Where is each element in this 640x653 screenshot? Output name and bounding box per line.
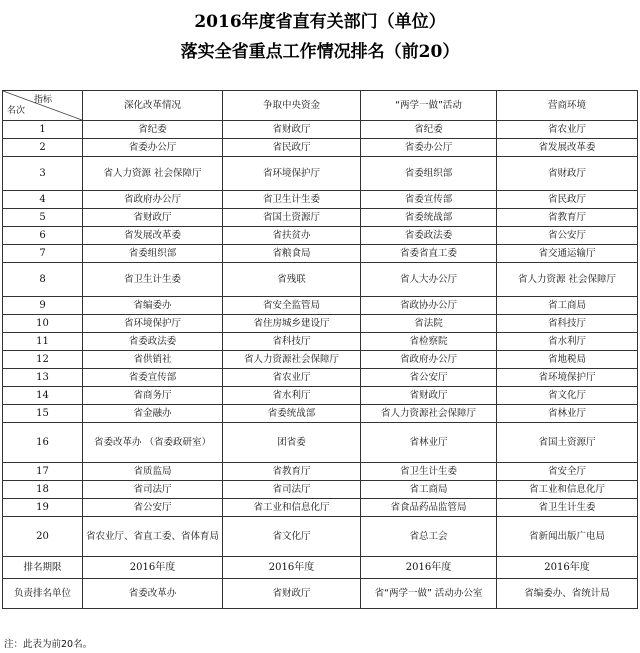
unit-cell: 省交通运输厅 (497, 245, 638, 263)
unit-cell: 省委省直工委 (361, 245, 497, 263)
unit-cell: 省质监局 (83, 463, 223, 481)
unit-cell: 省公安厅 (83, 499, 223, 517)
unit-cell: 省委组织部 (83, 245, 223, 263)
unit-cell: 省政府办公厅 (361, 351, 497, 369)
unit-cell: 省发展改革委 (497, 139, 638, 157)
responsible-cell: 省财政厅 (223, 579, 361, 609)
table-row (3, 499, 638, 517)
period-label: 排名期限 (3, 557, 83, 579)
unit-cell: 省财政厅 (497, 157, 638, 191)
rank-cell: 13 (3, 369, 83, 387)
unit-cell: 省住房城乡建设厅 (223, 315, 361, 333)
unit-cell: 省民政厅 (223, 139, 361, 157)
unit-cell: 省人力资源社会保障厅 (361, 405, 497, 423)
column-header: “两学一做”活动 (361, 91, 497, 121)
unit-cell: 省法院 (361, 315, 497, 333)
period-cell: 2016年度 (83, 557, 223, 579)
corner-rank-label: 名次 (7, 106, 26, 116)
table-row (3, 191, 638, 209)
table-row (3, 157, 638, 191)
title-line-2: 落实全省重点工作情况排名（前20） (180, 42, 460, 62)
footnote: 注：此表为前20名。 (4, 639, 93, 650)
unit-cell: 省委改革办 （省委政研室） (83, 423, 223, 463)
table-row (3, 387, 638, 405)
unit-cell: 省政协办公厅 (361, 297, 497, 315)
unit-cell: 省安全监管局 (223, 297, 361, 315)
period-cell: 2016年度 (223, 557, 361, 579)
table-row (3, 463, 638, 481)
table-row (3, 405, 638, 423)
unit-cell: 省财政厅 (361, 387, 497, 405)
unit-cell: 省卫生计生委 (223, 191, 361, 209)
unit-cell: 省国土资源厅 (497, 423, 638, 463)
rank-cell: 5 (3, 209, 83, 227)
unit-cell: 省纪委 (361, 121, 497, 139)
rank-cell: 8 (3, 263, 83, 297)
unit-cell: 省人力资源 社会保障厅 (83, 157, 223, 191)
table-body (3, 121, 638, 557)
column-header: 深化改革情况 (83, 91, 223, 121)
rank-cell: 16 (3, 423, 83, 463)
unit-cell: 省编委办 (83, 297, 223, 315)
period-row (3, 557, 638, 579)
responsible-label: 负责排名单位 (3, 579, 83, 609)
unit-cell: 省总工会 (361, 517, 497, 557)
unit-cell: 省公安厅 (497, 227, 638, 245)
unit-cell: 省农业厅、省直工委、省体育局 (83, 517, 223, 557)
rank-cell: 18 (3, 481, 83, 499)
table-row (3, 139, 638, 157)
unit-cell: 省商务厅 (83, 387, 223, 405)
unit-cell: 省文化厅 (223, 517, 361, 557)
unit-cell: 省扶贫办 (223, 227, 361, 245)
unit-cell: 省林业厅 (361, 423, 497, 463)
rank-cell: 19 (3, 499, 83, 517)
unit-cell: 省教育厅 (223, 463, 361, 481)
unit-cell: 省食品药品监管局 (361, 499, 497, 517)
unit-cell: 省人力资源 社会保障厅 (497, 263, 638, 297)
period-cell: 2016年度 (497, 557, 638, 579)
unit-cell: 省委宣传部 (361, 191, 497, 209)
header-row (3, 91, 638, 121)
unit-cell: 省工业和信息化厅 (223, 499, 361, 517)
table-row (3, 121, 638, 139)
unit-cell: 省司法厅 (83, 481, 223, 499)
unit-cell: 省发展改革委 (83, 227, 223, 245)
unit-cell: 省委宣传部 (83, 369, 223, 387)
table-row (3, 297, 638, 315)
unit-cell: 省民政厅 (497, 191, 638, 209)
rank-cell: 10 (3, 315, 83, 333)
column-header: 营商环境 (497, 91, 638, 121)
unit-cell: 省国土资源厅 (223, 209, 361, 227)
responsible-cell: 省“两学一做” 活动办公室 (361, 579, 497, 609)
table-row (3, 245, 638, 263)
unit-cell: 省供销社 (83, 351, 223, 369)
table-row (3, 227, 638, 245)
unit-cell: 省工业和信息化厅 (497, 481, 638, 499)
table-row (3, 369, 638, 387)
rank-cell: 17 (3, 463, 83, 481)
column-header: 争取中央资金 (223, 91, 361, 121)
unit-cell: 省卫生计生委 (497, 499, 638, 517)
unit-cell: 省文化厅 (497, 387, 638, 405)
rank-cell: 20 (3, 517, 83, 557)
unit-cell: 省工商局 (361, 481, 497, 499)
responsible-row (3, 579, 638, 609)
rank-cell: 12 (3, 351, 83, 369)
rank-cell: 11 (3, 333, 83, 351)
unit-cell: 省农业厅 (223, 369, 361, 387)
unit-cell: 省粮食局 (223, 245, 361, 263)
unit-cell: 省安全厅 (497, 463, 638, 481)
rank-cell: 15 (3, 405, 83, 423)
unit-cell: 省工商局 (497, 297, 638, 315)
unit-cell: 团省委 (223, 423, 361, 463)
unit-cell: 省检察院 (361, 333, 497, 351)
unit-cell: 省水利厅 (497, 333, 638, 351)
unit-cell: 省教育厅 (497, 209, 638, 227)
unit-cell: 省科技厅 (497, 315, 638, 333)
responsible-cell: 省委改革办 (83, 579, 223, 609)
unit-cell: 省科技厅 (223, 333, 361, 351)
rank-cell: 4 (3, 191, 83, 209)
unit-cell: 省林业厅 (497, 405, 638, 423)
rank-cell: 3 (3, 157, 83, 191)
title-line-1: 2016年度省直有关部门（单位） (194, 12, 446, 32)
unit-cell: 省环境保护厅 (223, 157, 361, 191)
corner-indicator-label: 指标 (33, 95, 52, 105)
rank-cell: 14 (3, 387, 83, 405)
table-row (3, 481, 638, 499)
table-row (3, 263, 638, 297)
table-row (3, 423, 638, 463)
unit-cell: 省水利厅 (223, 387, 361, 405)
unit-cell: 省环境保护厅 (497, 369, 638, 387)
table-row (3, 333, 638, 351)
unit-cell: 省委政法委 (83, 333, 223, 351)
unit-cell: 省委组织部 (361, 157, 497, 191)
unit-cell: 省残联 (223, 263, 361, 297)
unit-cell: 省委办公厅 (361, 139, 497, 157)
table-row (3, 315, 638, 333)
rank-cell: 2 (3, 139, 83, 157)
ranking-table (2, 90, 638, 609)
unit-cell: 省新闻出版广电局 (497, 517, 638, 557)
responsible-cell: 省编委办、省统计局 (497, 579, 638, 609)
unit-cell: 省司法厅 (223, 481, 361, 499)
unit-cell: 省委统战部 (223, 405, 361, 423)
table-row (3, 209, 638, 227)
unit-cell: 省政府办公厅 (83, 191, 223, 209)
unit-cell: 省委统战部 (361, 209, 497, 227)
unit-cell: 省公安厅 (361, 369, 497, 387)
rank-cell: 1 (3, 121, 83, 139)
unit-cell: 省环境保护厅 (83, 315, 223, 333)
corner-cell (3, 91, 83, 121)
unit-cell: 省农业厅 (497, 121, 638, 139)
unit-cell: 省卫生计生委 (361, 463, 497, 481)
table-row (3, 351, 638, 369)
unit-cell: 省财政厅 (83, 209, 223, 227)
rank-cell: 7 (3, 245, 83, 263)
period-cell: 2016年度 (361, 557, 497, 579)
unit-cell: 省金融办 (83, 405, 223, 423)
unit-cell: 省财政厅 (223, 121, 361, 139)
rank-cell: 9 (3, 297, 83, 315)
unit-cell: 省委办公厅 (83, 139, 223, 157)
unit-cell: 省委政法委 (361, 227, 497, 245)
unit-cell: 省地税局 (497, 351, 638, 369)
table-row (3, 517, 638, 557)
unit-cell: 省纪委 (83, 121, 223, 139)
rank-cell: 6 (3, 227, 83, 245)
unit-cell: 省人力资源社会保障厅 (223, 351, 361, 369)
unit-cell: 省人大办公厅 (361, 263, 497, 297)
unit-cell: 省卫生计生委 (83, 263, 223, 297)
